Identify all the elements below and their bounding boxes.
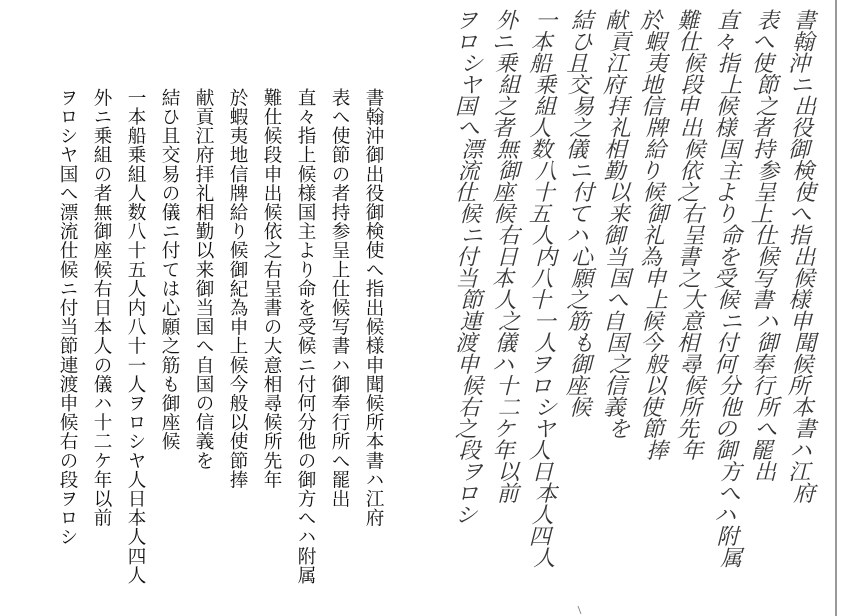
manuscript-column [529,9,560,572]
manuscript-line: 於蝦夷地信牌給り候御礼為申上候今般以使節捧 [639,9,669,464]
manuscript-columns [455,9,820,572]
manuscript-line: 外ニ乗組之者無御座候右日本人之儀ハ十二ケ年以前 [491,9,521,507]
manuscript-svg [430,0,840,616]
transcription-line: 表へ使節の者持参呈上仕候写書ハ御奉行所へ罷出 [329,88,350,509]
manuscript-column [492,9,524,507]
manuscript-column [714,9,745,572]
manuscript-line: 結ひ且交易之儀ニ付てハ心願之筋も御座候 [565,9,595,421]
transcription-line: 直々指上候様国主より命を受候ニ付何分他の御方へハ附属 [295,88,316,585]
transcription-line: ヲロシヤ国へ漂流仕候ニ付当節連渡申候右の段ヲロシ [57,88,78,547]
manuscript-column [603,9,634,443]
transcription-line: 外ニ乗組の者無御座候右日本人の儀ハ十二ケ年以前 [91,88,112,528]
transcription-line: 一本船乗組人数八十五人内八十一人ヲロシヤ人日本人四人 [125,88,146,585]
manuscript-image [430,0,840,616]
manuscript-line: 一本船乗組人数八十五人内八十一人ヲロシヤ人日本人四人 [528,9,558,572]
manuscript-column [788,9,820,507]
manuscript-line: 献貢江府拝礼相勤以来御当国へ自国之信義を [602,9,632,443]
manuscript-line: 難仕候段申出候依之右呈書之大意相尋候所先年 [676,9,706,464]
transcription-line: 書翰沖御出役御検使へ指出候様申聞候所本書ハ江府 [363,88,384,528]
manuscript-line: 表へ使節之者持参呈上仕候写書ハ御奉行所へ罷出 [750,9,780,486]
manuscript-column [640,9,672,464]
transcription-line: 於蝦夷地信牌給り候御紀為申上候今般以使節捧 [227,88,248,490]
transcription-line: 結ひ且交易の儀ニ付ては心願之筋も御座候 [159,88,180,451]
transcription-block [18,88,390,588]
manuscript-column [751,9,783,486]
manuscript-column [566,9,597,421]
transcription-line: 難仕候段申出候依之右呈書の大意相尋候所先年 [261,88,282,490]
fold-mark [578,606,581,614]
manuscript-line: 書翰沖ニ出役御検使へ指出候様申聞候所本書ハ江府 [787,9,817,507]
manuscript-line: ヲロシヤ国へ漂流仕候ニ付当節連渡申候右之段ヲロシ [454,9,484,529]
manuscript-line: 直々指上候様国主より命を受候ニ付何分他の御方へハ附属 [713,9,743,572]
manuscript-column [677,9,708,464]
manuscript-column [455,9,487,529]
transcription-line: 献貢江府拝礼相勤以来御当国へ自国の信義を [193,88,214,470]
